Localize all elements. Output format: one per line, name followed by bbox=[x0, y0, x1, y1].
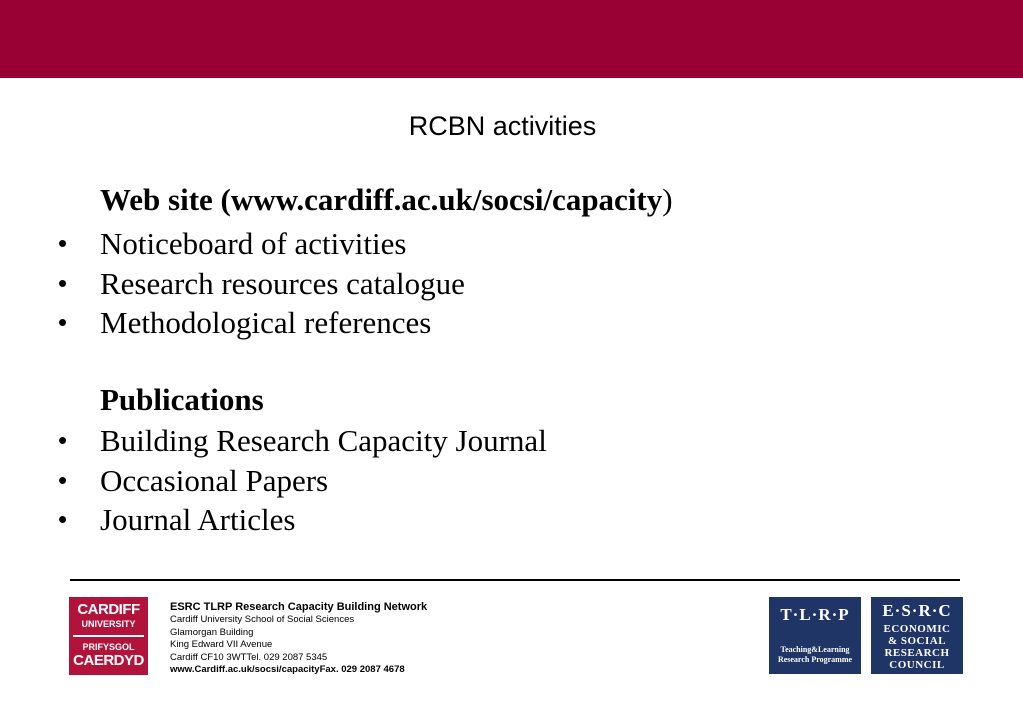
esrc-logo: E·S·R·C ECONOMIC & SOCIAL RESEARCH COUNCIL bbox=[871, 597, 963, 674]
list-item: • Research resources catalogue bbox=[58, 264, 465, 304]
contact-phone: Cardiff CF10 3WTTel. 029 2087 5345 bbox=[170, 651, 328, 663]
website-heading-tail: ) bbox=[662, 182, 673, 217]
bullet-icon: • bbox=[58, 228, 68, 258]
address-line: Glamorgan Building bbox=[170, 626, 254, 638]
bullet-icon: • bbox=[58, 464, 68, 495]
website-heading-text: Web site (www.cardiff.ac.uk/socsi/capacity bbox=[100, 182, 663, 217]
bullet-icon: • bbox=[58, 267, 68, 298]
publications-list bbox=[58, 421, 547, 540]
bullet-icon: • bbox=[58, 307, 68, 337]
footer-address bbox=[170, 601, 427, 677]
slide-title: RCBN activities bbox=[408, 111, 597, 141]
list-item: • Occasional Papers bbox=[58, 461, 547, 501]
bullet-icon: • bbox=[58, 504, 68, 534]
list-item: • Building Research Capacity Journal bbox=[58, 421, 547, 461]
website-heading bbox=[100, 182, 673, 218]
tlrp-logo: T·L·R·P Teaching&Learning Research Programme bbox=[769, 597, 861, 674]
cardiff-university-logo: CARDIFF UNIVERSITY PRIFYSGOL CAERDYD bbox=[69, 597, 148, 675]
list-item: • Methodological references bbox=[58, 303, 465, 343]
bullet-icon: • bbox=[58, 425, 68, 455]
publications-heading: Publications bbox=[100, 382, 264, 417]
list-item: • Noticeboard of activities bbox=[58, 224, 465, 264]
contact-web: www.Cardiff.ac.uk/socsi/capacityFax. 029 2087 4678 bbox=[170, 664, 405, 675]
website-list bbox=[58, 224, 465, 343]
org-name: ESRC TLRP Research Capacity Building Network bbox=[170, 601, 428, 613]
footer-divider bbox=[70, 579, 960, 581]
address-line: King Edward VII Avenue bbox=[170, 639, 273, 650]
header-bar bbox=[0, 0, 1023, 78]
address-line: Cardiff University School of Social Sciences bbox=[170, 614, 355, 625]
list-item: • Journal Articles bbox=[58, 500, 547, 540]
